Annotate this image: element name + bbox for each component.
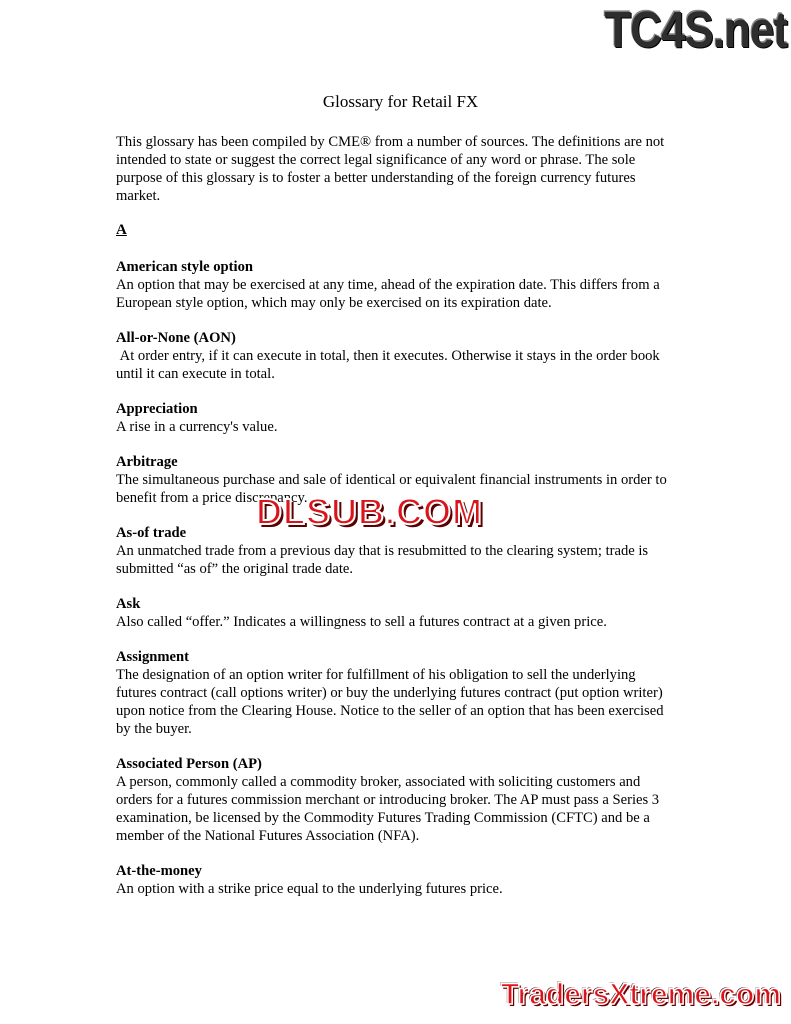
entry-term: Ask (116, 596, 141, 612)
entry-term: At-the-money (116, 863, 202, 879)
entry-term: Assignment (116, 649, 189, 665)
glossary-entry (116, 862, 676, 898)
glossary-entry (116, 400, 676, 436)
intro-paragraph: This glossary has been compiled by CME® from a number of sources. The definitions are not intended to state or suggest the correct legal significance of any word or phrase. The sole purpose of this glossary is to foster a better understanding of the foreign currency futures market. (116, 134, 665, 204)
entry-definition: The simultaneous purchase and sale of identical or equivalent financial instruments in order to benefit from a price discrepancy. (116, 472, 671, 506)
entry-term: All-or-None (AON) (116, 330, 236, 346)
entry-term: As-of trade (116, 525, 187, 541)
entry-definition: An unmatched trade from a previous day that is resubmitted to the clearing system; trade is submitted “as of” the original trade date. (116, 543, 652, 577)
tc4s-watermark: TC4S.net (604, 2, 787, 59)
entry-definition: The designation of an option writer for fulfillment of his obligation to sell the underlying futures contract (call options writer) or buy the underlying futures contract (put option writer) upon notice from the Clearing House. Notice to the seller of an option that has been exercised by the buyer. (116, 667, 668, 737)
entry-definition: Also called “offer.” Indicates a willingness to sell a futures contract at a given price. (116, 614, 607, 630)
entry-definition: An option that may be exercised at any time, ahead of the expiration date. This differs from a European style option, which may only be exercised on its expiration date. (116, 277, 664, 311)
entry-term: Associated Person (AP) (116, 756, 262, 772)
tradersxtreme-watermark: TradersXtreme.com (500, 978, 781, 1011)
glossary-entry (116, 329, 676, 383)
entry-definition: A person, commonly called a commodity broker, associated with soliciting customers and orders for a futures commission merchant or introducing broker. The AP must pass a Series 3 examination, be licensed by the Commodity Futures Trading Commission (CFTC) and be a member of the National Futures Association (NFA). (116, 774, 663, 844)
page-title: Glossary for Retail FX (322, 92, 479, 111)
entry-definition: At order entry, if it can execute in total, then it executes. Otherwise it stays in the order book until it can execute in total. (116, 348, 664, 382)
entry-term: American style option (116, 259, 254, 275)
glossary-entry (116, 258, 676, 312)
section-heading-a: A (116, 222, 127, 238)
glossary-entry (116, 595, 676, 631)
entry-term: Arbitrage (116, 454, 178, 470)
entry-term: Appreciation (116, 401, 198, 417)
glossary-entries (116, 258, 676, 915)
dlsub-watermark: DLSUB.COM (256, 491, 483, 532)
glossary-entry (116, 648, 676, 738)
entry-definition: An option with a strike price equal to the underlying futures price. (116, 881, 503, 897)
entry-definition: A rise in a currency's value. (116, 419, 278, 435)
glossary-entry (116, 755, 676, 845)
